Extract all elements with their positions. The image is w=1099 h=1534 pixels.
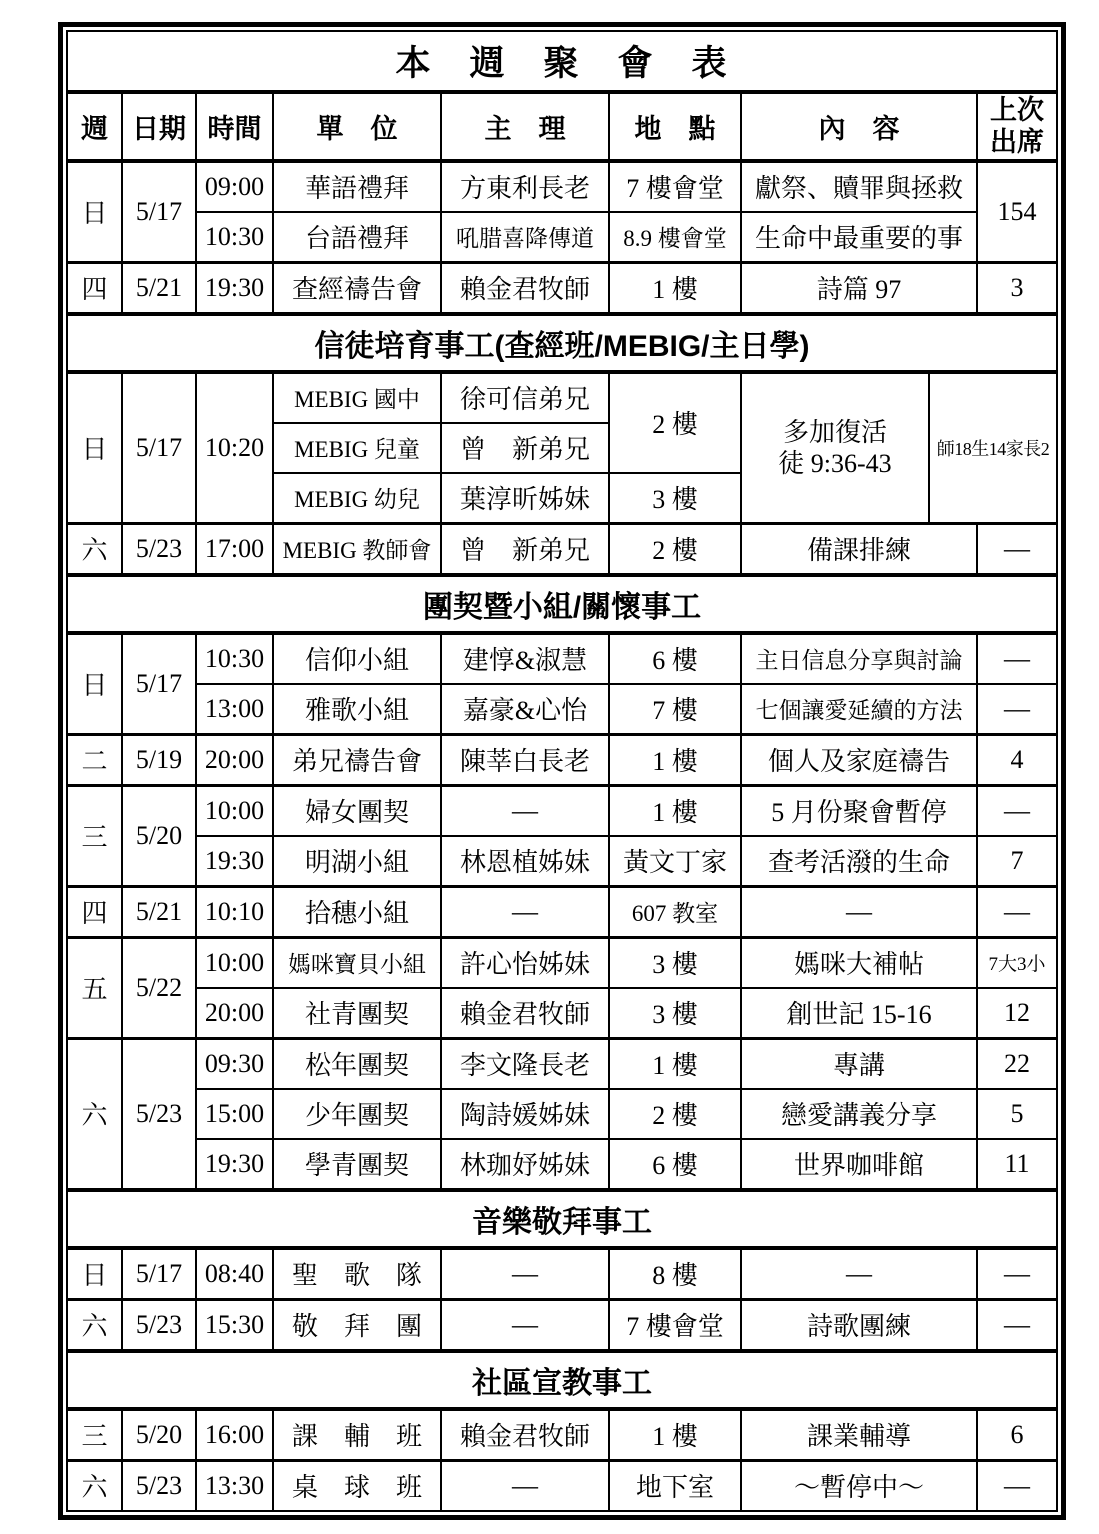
section-header-fellowship: 團契暨小組/關懷事工 <box>67 575 1057 633</box>
schedule-row <box>67 262 1057 314</box>
unit-cell: 聖 歌 隊 <box>273 1248 441 1300</box>
leader-cell: 賴金君牧師 <box>441 1409 609 1461</box>
week-cell: 六 <box>67 523 122 575</box>
week-cell: 六 <box>67 1299 122 1351</box>
leader-cell: 李文隆長老 <box>441 1038 609 1089</box>
unit-cell: 華語禮拜 <box>273 161 441 212</box>
schedule-row <box>67 988 1057 1039</box>
date-cell: 5/20 <box>122 1409 196 1461</box>
schedule-row <box>67 1299 1057 1351</box>
col-header-attendance-line1: 上次 <box>990 95 1044 125</box>
attendance-cell: — <box>977 785 1057 836</box>
place-cell: 1 樓 <box>609 785 741 836</box>
week-cell: 四 <box>67 262 122 314</box>
time-cell: 08:40 <box>196 1248 273 1300</box>
time-cell: 20:00 <box>196 988 273 1039</box>
content-line2: 徒 9:36-43 <box>778 448 892 478</box>
leader-cell: 嘉豪&心怡 <box>441 684 609 735</box>
section-header-community: 社區宣教事工 <box>67 1351 1057 1409</box>
schedule-row <box>67 684 1057 735</box>
time-cell: 10:30 <box>196 212 273 263</box>
place-cell: 8 樓 <box>609 1248 741 1300</box>
section-header-music: 音樂敬拜事工 <box>67 1190 1057 1248</box>
place-cell: 1 樓 <box>609 1038 741 1089</box>
week-cell: 五 <box>67 937 122 1038</box>
place-cell: 2 樓 <box>609 523 741 575</box>
schedule-row <box>67 886 1057 937</box>
leader-cell: 林珈妤姊妹 <box>441 1139 609 1190</box>
attendance-cell: 7大3小 <box>977 937 1057 988</box>
date-cell: 5/23 <box>122 1299 196 1351</box>
date-cell: 5/17 <box>122 633 196 735</box>
place-cell: 8.9 樓會堂 <box>609 212 741 263</box>
place-cell: 1 樓 <box>609 262 741 314</box>
section-header-row <box>67 314 1057 372</box>
content-cell <box>741 372 929 524</box>
time-cell: 10:30 <box>196 633 273 684</box>
schedule-row <box>67 1248 1057 1300</box>
unit-cell: MEBIG 幼兒 <box>273 473 441 524</box>
attendance-cell: 5 <box>977 1089 1057 1139</box>
col-header-place: 地 點 <box>609 92 741 161</box>
attendance-cell: 3 <box>977 262 1057 314</box>
place-cell: 1 樓 <box>609 734 741 785</box>
col-header-content: 內 容 <box>741 92 977 161</box>
time-cell: 13:30 <box>196 1460 273 1511</box>
section-header-row <box>67 1351 1057 1409</box>
schedule-row <box>67 836 1057 887</box>
col-header-unit: 單 位 <box>273 92 441 161</box>
attendance-cell: 154 <box>977 161 1057 263</box>
week-cell: 日 <box>67 161 122 263</box>
content-cell: 詩篇 97 <box>741 262 977 314</box>
schedule-row <box>67 1038 1057 1089</box>
attendance-cell: — <box>977 684 1057 735</box>
date-cell: 5/23 <box>122 523 196 575</box>
content-cell: 個人及家庭禱告 <box>741 734 977 785</box>
attendance-cell: — <box>977 633 1057 684</box>
unit-cell: 查經禱告會 <box>273 262 441 314</box>
date-cell: 5/21 <box>122 262 196 314</box>
section-header-nurture: 信徒培育事工(查經班/MEBIG/主日學) <box>67 314 1057 372</box>
place-cell: 6 樓 <box>609 1139 741 1190</box>
time-cell: 17:00 <box>196 523 273 575</box>
attendance-cell: — <box>977 1299 1057 1351</box>
column-header-row <box>67 92 1057 161</box>
place-cell: 2 樓 <box>609 372 741 473</box>
date-cell: 5/17 <box>122 1248 196 1300</box>
schedule-row <box>67 734 1057 785</box>
place-cell: 2 樓 <box>609 1089 741 1139</box>
time-cell: 16:00 <box>196 1409 273 1461</box>
schedule-row <box>67 937 1057 988</box>
leader-cell: — <box>441 886 609 937</box>
time-cell: 10:00 <box>196 937 273 988</box>
unit-cell: MEBIG 教師會 <box>273 523 441 575</box>
unit-cell: 信仰小組 <box>273 633 441 684</box>
unit-cell: 松年團契 <box>273 1038 441 1089</box>
leader-cell: — <box>441 1248 609 1300</box>
content-line1: 多加復活 <box>782 417 887 447</box>
col-header-time: 時間 <box>196 92 273 161</box>
unit-cell: 明湖小組 <box>273 836 441 887</box>
unit-cell: MEBIG 國中 <box>273 372 441 423</box>
date-cell: 5/22 <box>122 937 196 1038</box>
unit-cell: 拾穗小組 <box>273 886 441 937</box>
unit-cell: 學青團契 <box>273 1139 441 1190</box>
weekly-schedule-table <box>66 30 1058 1512</box>
unit-cell: 媽咪寶貝小組 <box>273 937 441 988</box>
table-title-row <box>67 31 1057 92</box>
attendance-cell: — <box>977 523 1057 575</box>
content-cell: 課業輔導 <box>741 1409 977 1461</box>
leader-cell: 建惇&淑慧 <box>441 633 609 684</box>
schedule-row <box>67 161 1057 212</box>
content-cell: 七個讓愛延續的方法 <box>741 684 977 735</box>
schedule-row <box>67 785 1057 836</box>
section-header-row <box>67 575 1057 633</box>
leader-cell: 葉淳昕姊妹 <box>441 473 609 524</box>
attendance-cell: 7 <box>977 836 1057 887</box>
content-cell: 詩歌團練 <box>741 1299 977 1351</box>
content-cell: 查考活潑的生命 <box>741 836 977 887</box>
week-cell: 四 <box>67 886 122 937</box>
time-cell: 09:30 <box>196 1038 273 1089</box>
content-cell: 專講 <box>741 1038 977 1089</box>
place-cell: 607 教室 <box>609 886 741 937</box>
content-cell: 5 月份聚會暫停 <box>741 785 977 836</box>
unit-cell: 少年團契 <box>273 1089 441 1139</box>
week-cell: 日 <box>67 1248 122 1300</box>
schedule-row <box>67 212 1057 263</box>
place-cell: 1 樓 <box>609 1409 741 1461</box>
attendance-cell: 4 <box>977 734 1057 785</box>
unit-cell: 弟兄禱告會 <box>273 734 441 785</box>
place-cell: 地下室 <box>609 1460 741 1511</box>
schedule-row <box>67 633 1057 684</box>
col-header-week: 週 <box>67 92 122 161</box>
content-cell: 生命中最重要的事 <box>741 212 977 263</box>
leader-cell: 吼腊喜降傳道 <box>441 212 609 263</box>
leader-cell: — <box>441 1460 609 1511</box>
place-cell: 7 樓 <box>609 684 741 735</box>
leader-cell: 曾 新弟兄 <box>441 423 609 473</box>
time-cell: 10:00 <box>196 785 273 836</box>
col-header-attendance <box>977 92 1057 161</box>
content-cell: 戀愛講義分享 <box>741 1089 977 1139</box>
place-cell: 7 樓會堂 <box>609 1299 741 1351</box>
time-cell: 10:10 <box>196 886 273 937</box>
unit-cell: 台語禮拜 <box>273 212 441 263</box>
col-header-date: 日期 <box>122 92 196 161</box>
date-cell: 5/17 <box>122 161 196 263</box>
leader-cell: — <box>441 785 609 836</box>
place-cell: 3 樓 <box>609 473 741 524</box>
schedule-row <box>67 1089 1057 1139</box>
section-header-row <box>67 1190 1057 1248</box>
attendance-cell: 12 <box>977 988 1057 1039</box>
unit-cell: 桌 球 班 <box>273 1460 441 1511</box>
week-cell: 六 <box>67 1038 122 1190</box>
date-cell: 5/19 <box>122 734 196 785</box>
content-cell: 備課排練 <box>741 523 977 575</box>
content-cell: 媽咪大補帖 <box>741 937 977 988</box>
place-cell: 6 樓 <box>609 633 741 684</box>
date-cell: 5/20 <box>122 785 196 886</box>
date-cell: 5/17 <box>122 372 196 524</box>
content-cell: — <box>741 886 977 937</box>
week-cell: 二 <box>67 734 122 785</box>
leader-cell: 賴金君牧師 <box>441 988 609 1039</box>
attendance-cell: — <box>977 886 1057 937</box>
unit-cell: 婦女團契 <box>273 785 441 836</box>
leader-cell: 許心怡姊妹 <box>441 937 609 988</box>
leader-cell: 林恩植姊妹 <box>441 836 609 887</box>
unit-cell: 敬 拜 團 <box>273 1299 441 1351</box>
week-cell: 三 <box>67 1409 122 1461</box>
week-cell: 日 <box>67 372 122 524</box>
schedule-row <box>67 372 1057 423</box>
time-cell: 09:00 <box>196 161 273 212</box>
place-cell: 3 樓 <box>609 988 741 1039</box>
schedule-table-frame <box>58 22 1066 1520</box>
time-cell: 19:30 <box>196 262 273 314</box>
page-title: 本 週 聚 會 表 <box>67 31 1057 92</box>
time-cell: 15:00 <box>196 1089 273 1139</box>
content-cell: 獻祭、贖罪與拯救 <box>741 161 977 212</box>
content-cell: 創世記 15-16 <box>741 988 977 1039</box>
date-cell: 5/23 <box>122 1038 196 1190</box>
leader-cell: — <box>441 1299 609 1351</box>
schedule-row <box>67 523 1057 575</box>
leader-cell: 徐可信弟兄 <box>441 372 609 423</box>
content-cell: — <box>741 1248 977 1300</box>
col-header-leader: 主 理 <box>441 92 609 161</box>
unit-cell: MEBIG 兒童 <box>273 423 441 473</box>
time-cell: 10:20 <box>196 372 273 524</box>
col-header-attendance-line2: 出席 <box>990 127 1044 158</box>
content-cell: ～暫停中～ <box>741 1460 977 1511</box>
schedule-row <box>67 1460 1057 1511</box>
place-cell: 黃文丁家 <box>609 836 741 887</box>
unit-cell: 課 輔 班 <box>273 1409 441 1461</box>
leader-cell: 陶詩媛姊妹 <box>441 1089 609 1139</box>
time-cell: 20:00 <box>196 734 273 785</box>
attendance-cell: — <box>977 1248 1057 1300</box>
week-cell: 三 <box>67 785 122 886</box>
attendance-cell: 6 <box>977 1409 1057 1461</box>
content-cell: 世界咖啡館 <box>741 1139 977 1190</box>
date-cell: 5/21 <box>122 886 196 937</box>
attendance-cell: 22 <box>977 1038 1057 1089</box>
place-cell: 7 樓會堂 <box>609 161 741 212</box>
leader-cell: 方東利長老 <box>441 161 609 212</box>
leader-cell: 陳莘白長老 <box>441 734 609 785</box>
leader-cell: 賴金君牧師 <box>441 262 609 314</box>
attendance-cell: — <box>977 1460 1057 1511</box>
schedule-row <box>67 1409 1057 1461</box>
time-cell: 13:00 <box>196 684 273 735</box>
time-cell: 19:30 <box>196 836 273 887</box>
leader-cell: 曾 新弟兄 <box>441 523 609 575</box>
attendance-cell: 師18生14家長2 <box>929 372 1057 524</box>
unit-cell: 雅歌小組 <box>273 684 441 735</box>
schedule-row <box>67 1139 1057 1190</box>
place-cell: 3 樓 <box>609 937 741 988</box>
attendance-cell: 11 <box>977 1139 1057 1190</box>
week-cell: 日 <box>67 633 122 735</box>
unit-cell: 社青團契 <box>273 988 441 1039</box>
time-cell: 19:30 <box>196 1139 273 1190</box>
time-cell: 15:30 <box>196 1299 273 1351</box>
content-cell: 主日信息分享與討論 <box>741 633 977 684</box>
date-cell: 5/23 <box>122 1460 196 1511</box>
week-cell: 六 <box>67 1460 122 1511</box>
